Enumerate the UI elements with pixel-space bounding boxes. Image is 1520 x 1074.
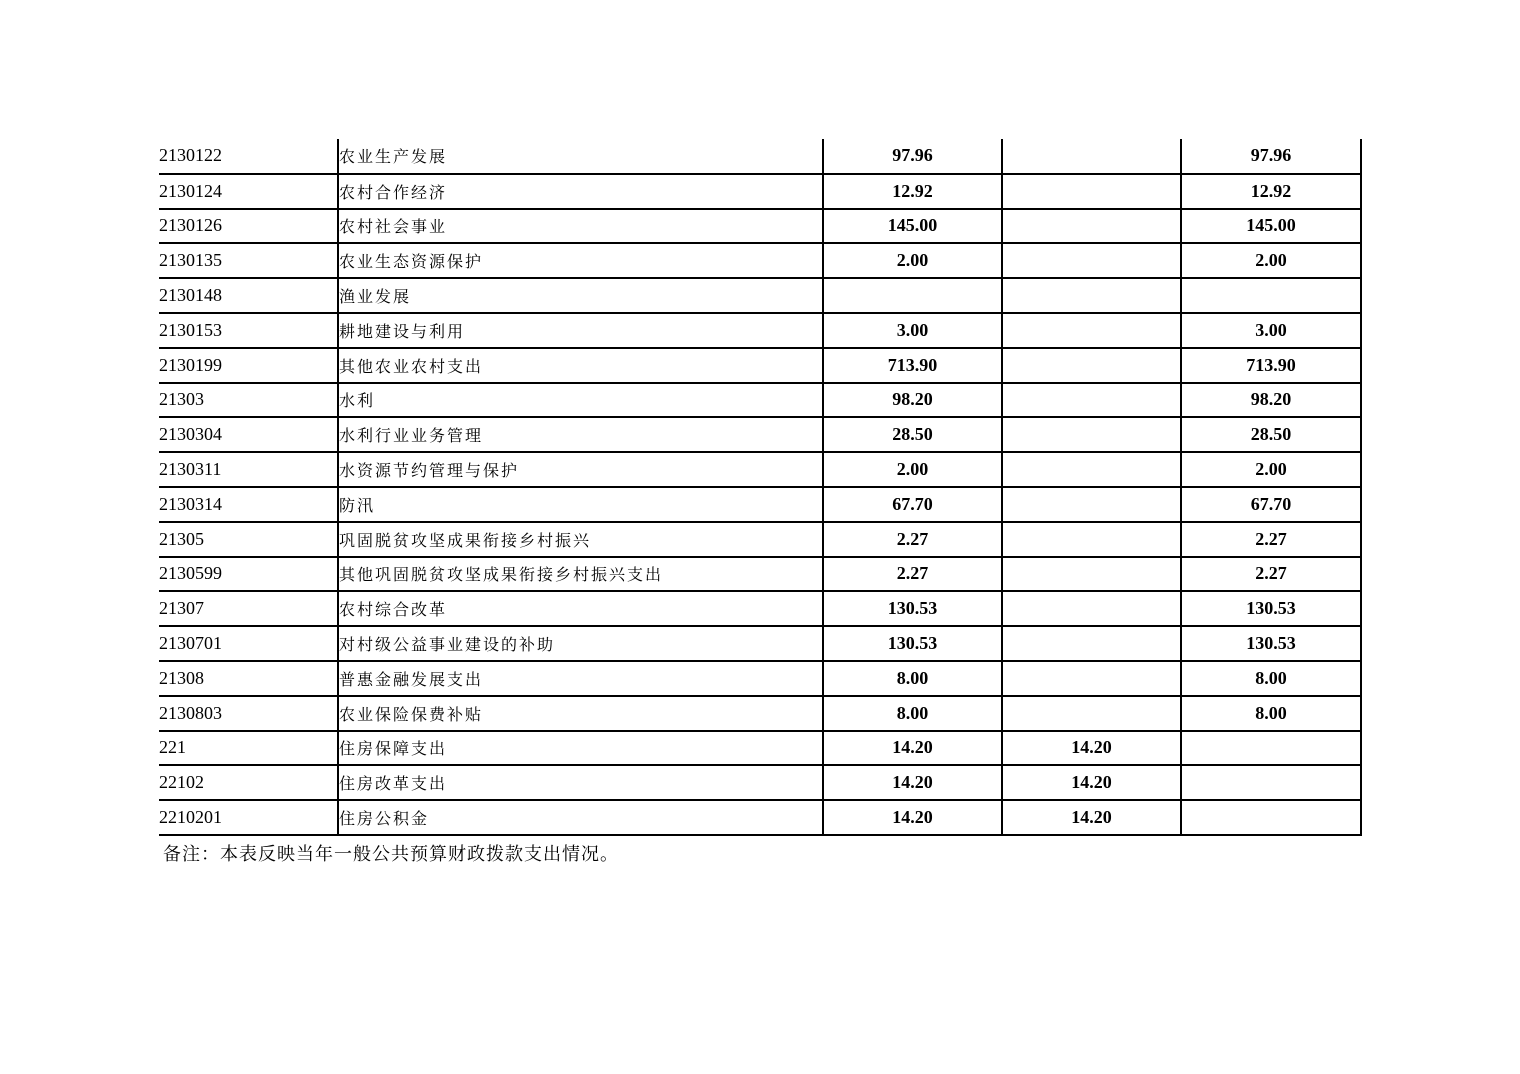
table-row <box>159 557 1361 592</box>
table-row <box>159 417 1361 452</box>
subject-code-cell: 2130199 <box>159 348 338 383</box>
table-row <box>159 626 1361 661</box>
subject-name-cell: 渔业发展 <box>338 278 823 313</box>
table-row <box>159 487 1361 522</box>
total-amount-cell: 130.53 <box>823 591 1002 626</box>
subject-name-cell: 农业保险保费补贴 <box>338 696 823 731</box>
table-row <box>159 243 1361 278</box>
basic-expenditure-cell <box>1002 313 1181 348</box>
subject-name-cell: 水资源节约管理与保护 <box>338 452 823 487</box>
basic-expenditure-cell <box>1002 696 1181 731</box>
subject-code-cell: 2130124 <box>159 174 338 209</box>
total-amount-cell: 8.00 <box>823 661 1002 696</box>
subject-name-cell: 水利行业业务管理 <box>338 417 823 452</box>
total-amount-cell: 14.20 <box>823 731 1002 766</box>
table-row <box>159 348 1361 383</box>
table-row <box>159 278 1361 313</box>
project-expenditure-cell: 97.96 <box>1181 139 1361 174</box>
project-expenditure-cell: 130.53 <box>1181 626 1361 661</box>
total-amount-cell: 8.00 <box>823 696 1002 731</box>
table-row <box>159 591 1361 626</box>
project-expenditure-cell <box>1181 731 1361 766</box>
project-expenditure-cell: 2.27 <box>1181 557 1361 592</box>
subject-name-cell: 农村社会事业 <box>338 209 823 244</box>
basic-expenditure-cell <box>1002 591 1181 626</box>
total-amount-cell: 2.27 <box>823 522 1002 557</box>
project-expenditure-cell: 2.00 <box>1181 243 1361 278</box>
subject-name-cell: 农业生产发展 <box>338 139 823 174</box>
subject-code-cell: 2130314 <box>159 487 338 522</box>
subject-code-cell: 21303 <box>159 383 338 418</box>
subject-code-cell: 2130701 <box>159 626 338 661</box>
subject-name-cell: 防汛 <box>338 487 823 522</box>
subject-code-cell: 21308 <box>159 661 338 696</box>
table-row <box>159 452 1361 487</box>
basic-expenditure-cell <box>1002 383 1181 418</box>
total-amount-cell: 12.92 <box>823 174 1002 209</box>
total-amount-cell: 97.96 <box>823 139 1002 174</box>
table-row <box>159 800 1361 835</box>
table-row <box>159 209 1361 244</box>
basic-expenditure-cell <box>1002 278 1181 313</box>
subject-code-cell: 2130311 <box>159 452 338 487</box>
total-amount-cell: 14.20 <box>823 800 1002 835</box>
subject-name-cell: 其他农业农村支出 <box>338 348 823 383</box>
subject-code-cell: 2130135 <box>159 243 338 278</box>
basic-expenditure-cell: 14.20 <box>1002 800 1181 835</box>
budget-expenditure-table <box>159 139 1362 836</box>
table-row <box>159 139 1361 174</box>
total-amount-cell: 130.53 <box>823 626 1002 661</box>
project-expenditure-cell: 713.90 <box>1181 348 1361 383</box>
total-amount-cell: 2.00 <box>823 243 1002 278</box>
basic-expenditure-cell: 14.20 <box>1002 731 1181 766</box>
project-expenditure-cell: 2.00 <box>1181 452 1361 487</box>
table-body <box>159 139 1361 835</box>
table-row <box>159 383 1361 418</box>
subject-name-cell: 住房公积金 <box>338 800 823 835</box>
subject-code-cell: 2130803 <box>159 696 338 731</box>
subject-code-cell: 2210201 <box>159 800 338 835</box>
subject-code-cell: 22102 <box>159 765 338 800</box>
project-expenditure-cell <box>1181 765 1361 800</box>
total-amount-cell: 145.00 <box>823 209 1002 244</box>
project-expenditure-cell: 67.70 <box>1181 487 1361 522</box>
basic-expenditure-cell <box>1002 522 1181 557</box>
subject-code-cell: 2130599 <box>159 557 338 592</box>
table-row <box>159 731 1361 766</box>
total-amount-cell: 2.27 <box>823 557 1002 592</box>
basic-expenditure-cell <box>1002 174 1181 209</box>
table-row <box>159 661 1361 696</box>
project-expenditure-cell: 3.00 <box>1181 313 1361 348</box>
project-expenditure-cell: 28.50 <box>1181 417 1361 452</box>
subject-name-cell: 巩固脱贫攻坚成果衔接乡村振兴 <box>338 522 823 557</box>
subject-name-cell: 其他巩固脱贫攻坚成果衔接乡村振兴支出 <box>338 557 823 592</box>
total-amount-cell: 2.00 <box>823 452 1002 487</box>
project-expenditure-cell: 8.00 <box>1181 696 1361 731</box>
total-amount-cell: 98.20 <box>823 383 1002 418</box>
total-amount-cell <box>823 278 1002 313</box>
subject-name-cell: 普惠金融发展支出 <box>338 661 823 696</box>
subject-code-cell: 2130153 <box>159 313 338 348</box>
project-expenditure-cell: 8.00 <box>1181 661 1361 696</box>
footnote: 备注：本表反映当年一般公共预算财政拨款支出情况。 <box>163 844 619 865</box>
table-row <box>159 765 1361 800</box>
basic-expenditure-cell <box>1002 417 1181 452</box>
subject-name-cell: 住房保障支出 <box>338 731 823 766</box>
basic-expenditure-cell <box>1002 626 1181 661</box>
basic-expenditure-cell <box>1002 209 1181 244</box>
subject-name-cell: 耕地建设与利用 <box>338 313 823 348</box>
subject-name-cell: 农村合作经济 <box>338 174 823 209</box>
table-row <box>159 522 1361 557</box>
subject-code-cell: 2130304 <box>159 417 338 452</box>
subject-code-cell: 221 <box>159 731 338 766</box>
table-row <box>159 174 1361 209</box>
basic-expenditure-cell <box>1002 139 1181 174</box>
basic-expenditure-cell <box>1002 557 1181 592</box>
total-amount-cell: 3.00 <box>823 313 1002 348</box>
basic-expenditure-cell <box>1002 487 1181 522</box>
subject-name-cell: 水利 <box>338 383 823 418</box>
subject-name-cell: 住房改革支出 <box>338 765 823 800</box>
table-row <box>159 313 1361 348</box>
subject-code-cell: 21305 <box>159 522 338 557</box>
total-amount-cell: 67.70 <box>823 487 1002 522</box>
subject-name-cell: 农村综合改革 <box>338 591 823 626</box>
subject-code-cell: 21307 <box>159 591 338 626</box>
project-expenditure-cell: 98.20 <box>1181 383 1361 418</box>
subject-code-cell: 2130126 <box>159 209 338 244</box>
basic-expenditure-cell <box>1002 661 1181 696</box>
table-row <box>159 696 1361 731</box>
total-amount-cell: 14.20 <box>823 765 1002 800</box>
project-expenditure-cell <box>1181 278 1361 313</box>
subject-code-cell: 2130122 <box>159 139 338 174</box>
subject-code-cell: 2130148 <box>159 278 338 313</box>
project-expenditure-cell: 130.53 <box>1181 591 1361 626</box>
project-expenditure-cell: 12.92 <box>1181 174 1361 209</box>
total-amount-cell: 28.50 <box>823 417 1002 452</box>
project-expenditure-cell: 145.00 <box>1181 209 1361 244</box>
basic-expenditure-cell <box>1002 243 1181 278</box>
subject-name-cell: 对村级公益事业建设的补助 <box>338 626 823 661</box>
basic-expenditure-cell: 14.20 <box>1002 765 1181 800</box>
project-expenditure-cell: 2.27 <box>1181 522 1361 557</box>
total-amount-cell: 713.90 <box>823 348 1002 383</box>
basic-expenditure-cell <box>1002 452 1181 487</box>
subject-name-cell: 农业生态资源保护 <box>338 243 823 278</box>
project-expenditure-cell <box>1181 800 1361 835</box>
basic-expenditure-cell <box>1002 348 1181 383</box>
